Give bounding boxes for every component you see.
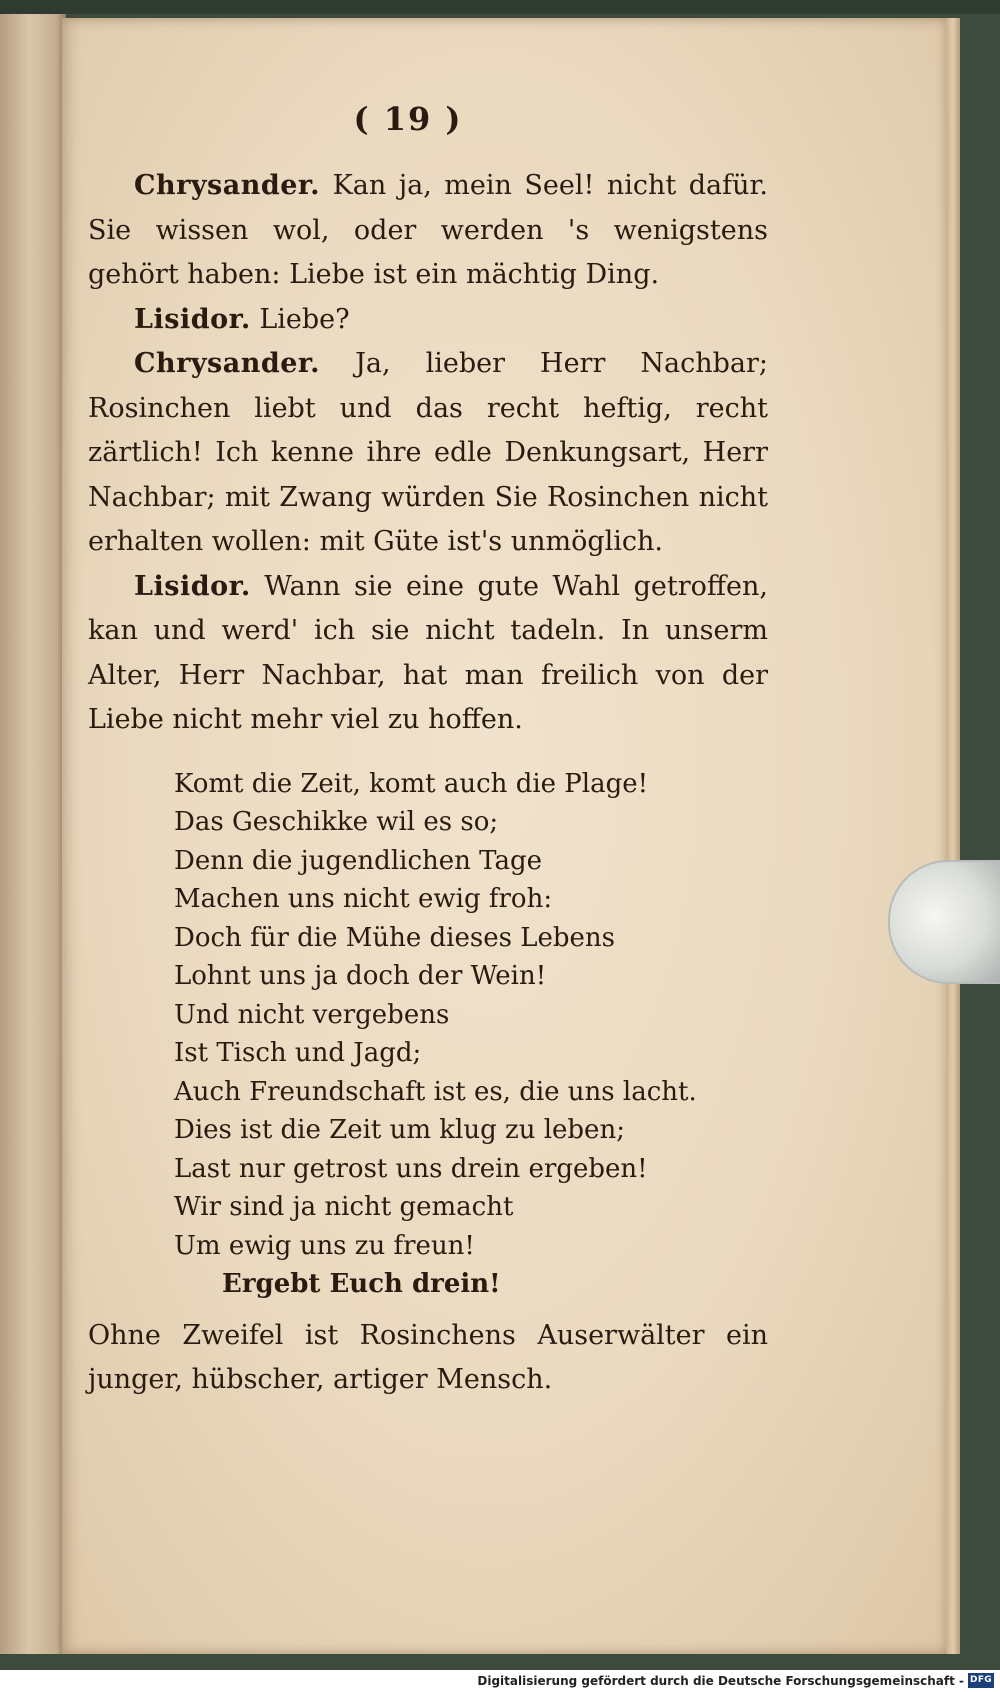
poem-line: Und nicht vergebens	[174, 999, 450, 1030]
dialogue-text: Liebe?	[250, 303, 350, 335]
poem-line: Das Geschikke wil es so;	[174, 807, 499, 837]
poem-line: Denn die jugendlichen Tage	[174, 845, 543, 876]
poem-line: Wir sind ja nicht gemacht	[174, 1192, 514, 1222]
dialogue-text: Kan ja, mein Seel! nicht dafür. Sie wissen wol, oder werden 's wenigstens gehört haben: Liebe ist ein mächtig Ding.	[88, 170, 768, 290]
poem-line: Machen uns nicht ewig froh:	[174, 884, 553, 914]
speaker-name: Chrysander.	[134, 170, 321, 201]
poem	[174, 765, 768, 1304]
speaker-name: Lisidor.	[134, 303, 251, 335]
dialogue-paragraph	[88, 298, 768, 343]
page-clip-holder	[888, 860, 1000, 984]
dialogue-paragraph	[88, 565, 768, 743]
poem-line: Ist Tisch und Jagd;	[174, 1038, 422, 1068]
dfg-logo-icon: DFG	[968, 1673, 994, 1688]
poem-line: Komt die Zeit, komt auch die Plage!	[174, 768, 649, 799]
left-page-leaf	[0, 14, 66, 1654]
poem-line: Last nur getrost uns drein ergeben!	[174, 1153, 648, 1184]
page-edge	[946, 18, 960, 1654]
scan-background-top	[0, 0, 1000, 14]
poem-line: Lohnt uns ja doch der Wein!	[174, 961, 547, 991]
poem-line: Doch für die Mühe dieses Lebens	[174, 922, 615, 953]
speaker-name: Chrysander.	[134, 348, 321, 379]
poem-refrain: Ergebt Euch drein!	[222, 1269, 501, 1299]
funding-credit: Digitalisierung gefördert durch die Deutsche Forschungsgemeinschaft -	[477, 1674, 964, 1688]
poem-line: Um ewig uns zu freun!	[174, 1230, 475, 1261]
poem-line: Dies ist die Zeit um klug zu leben;	[174, 1115, 625, 1145]
speaker-name: Lisidor.	[134, 570, 251, 602]
digitization-footer	[0, 1670, 1000, 1692]
dialogue-paragraph	[88, 164, 768, 298]
poem-line: Auch Freundschaft ist es, die uns lacht.	[174, 1076, 697, 1107]
closing-paragraph: Ohne Zweifel ist Rosinchens Auserwälter ein junger, hübscher, artiger Mensch.	[88, 1319, 768, 1395]
dialogue-text: Ja, lieber Herr Nachbar; Rosinchen liebt und das recht heftig, recht zärtlich! Ich kenne ihre edle Denkungsart, Herr Nachbar; mit Zwang würden Sie Rosinchen nicht erhalten wollen: mit Güte ist's unmöglich.	[88, 348, 768, 557]
dialogue-text: Wann sie eine gute Wahl getroffen, kan und werd' ich sie nicht tadeln. In unserm Alter, Herr Nachbar, hat man freilich von der Liebe nicht mehr viel zu hoffen.	[88, 570, 768, 735]
page-number: ( 19 )	[353, 100, 463, 138]
page-text-block	[88, 100, 768, 1403]
dialogue-paragraph	[88, 342, 768, 565]
